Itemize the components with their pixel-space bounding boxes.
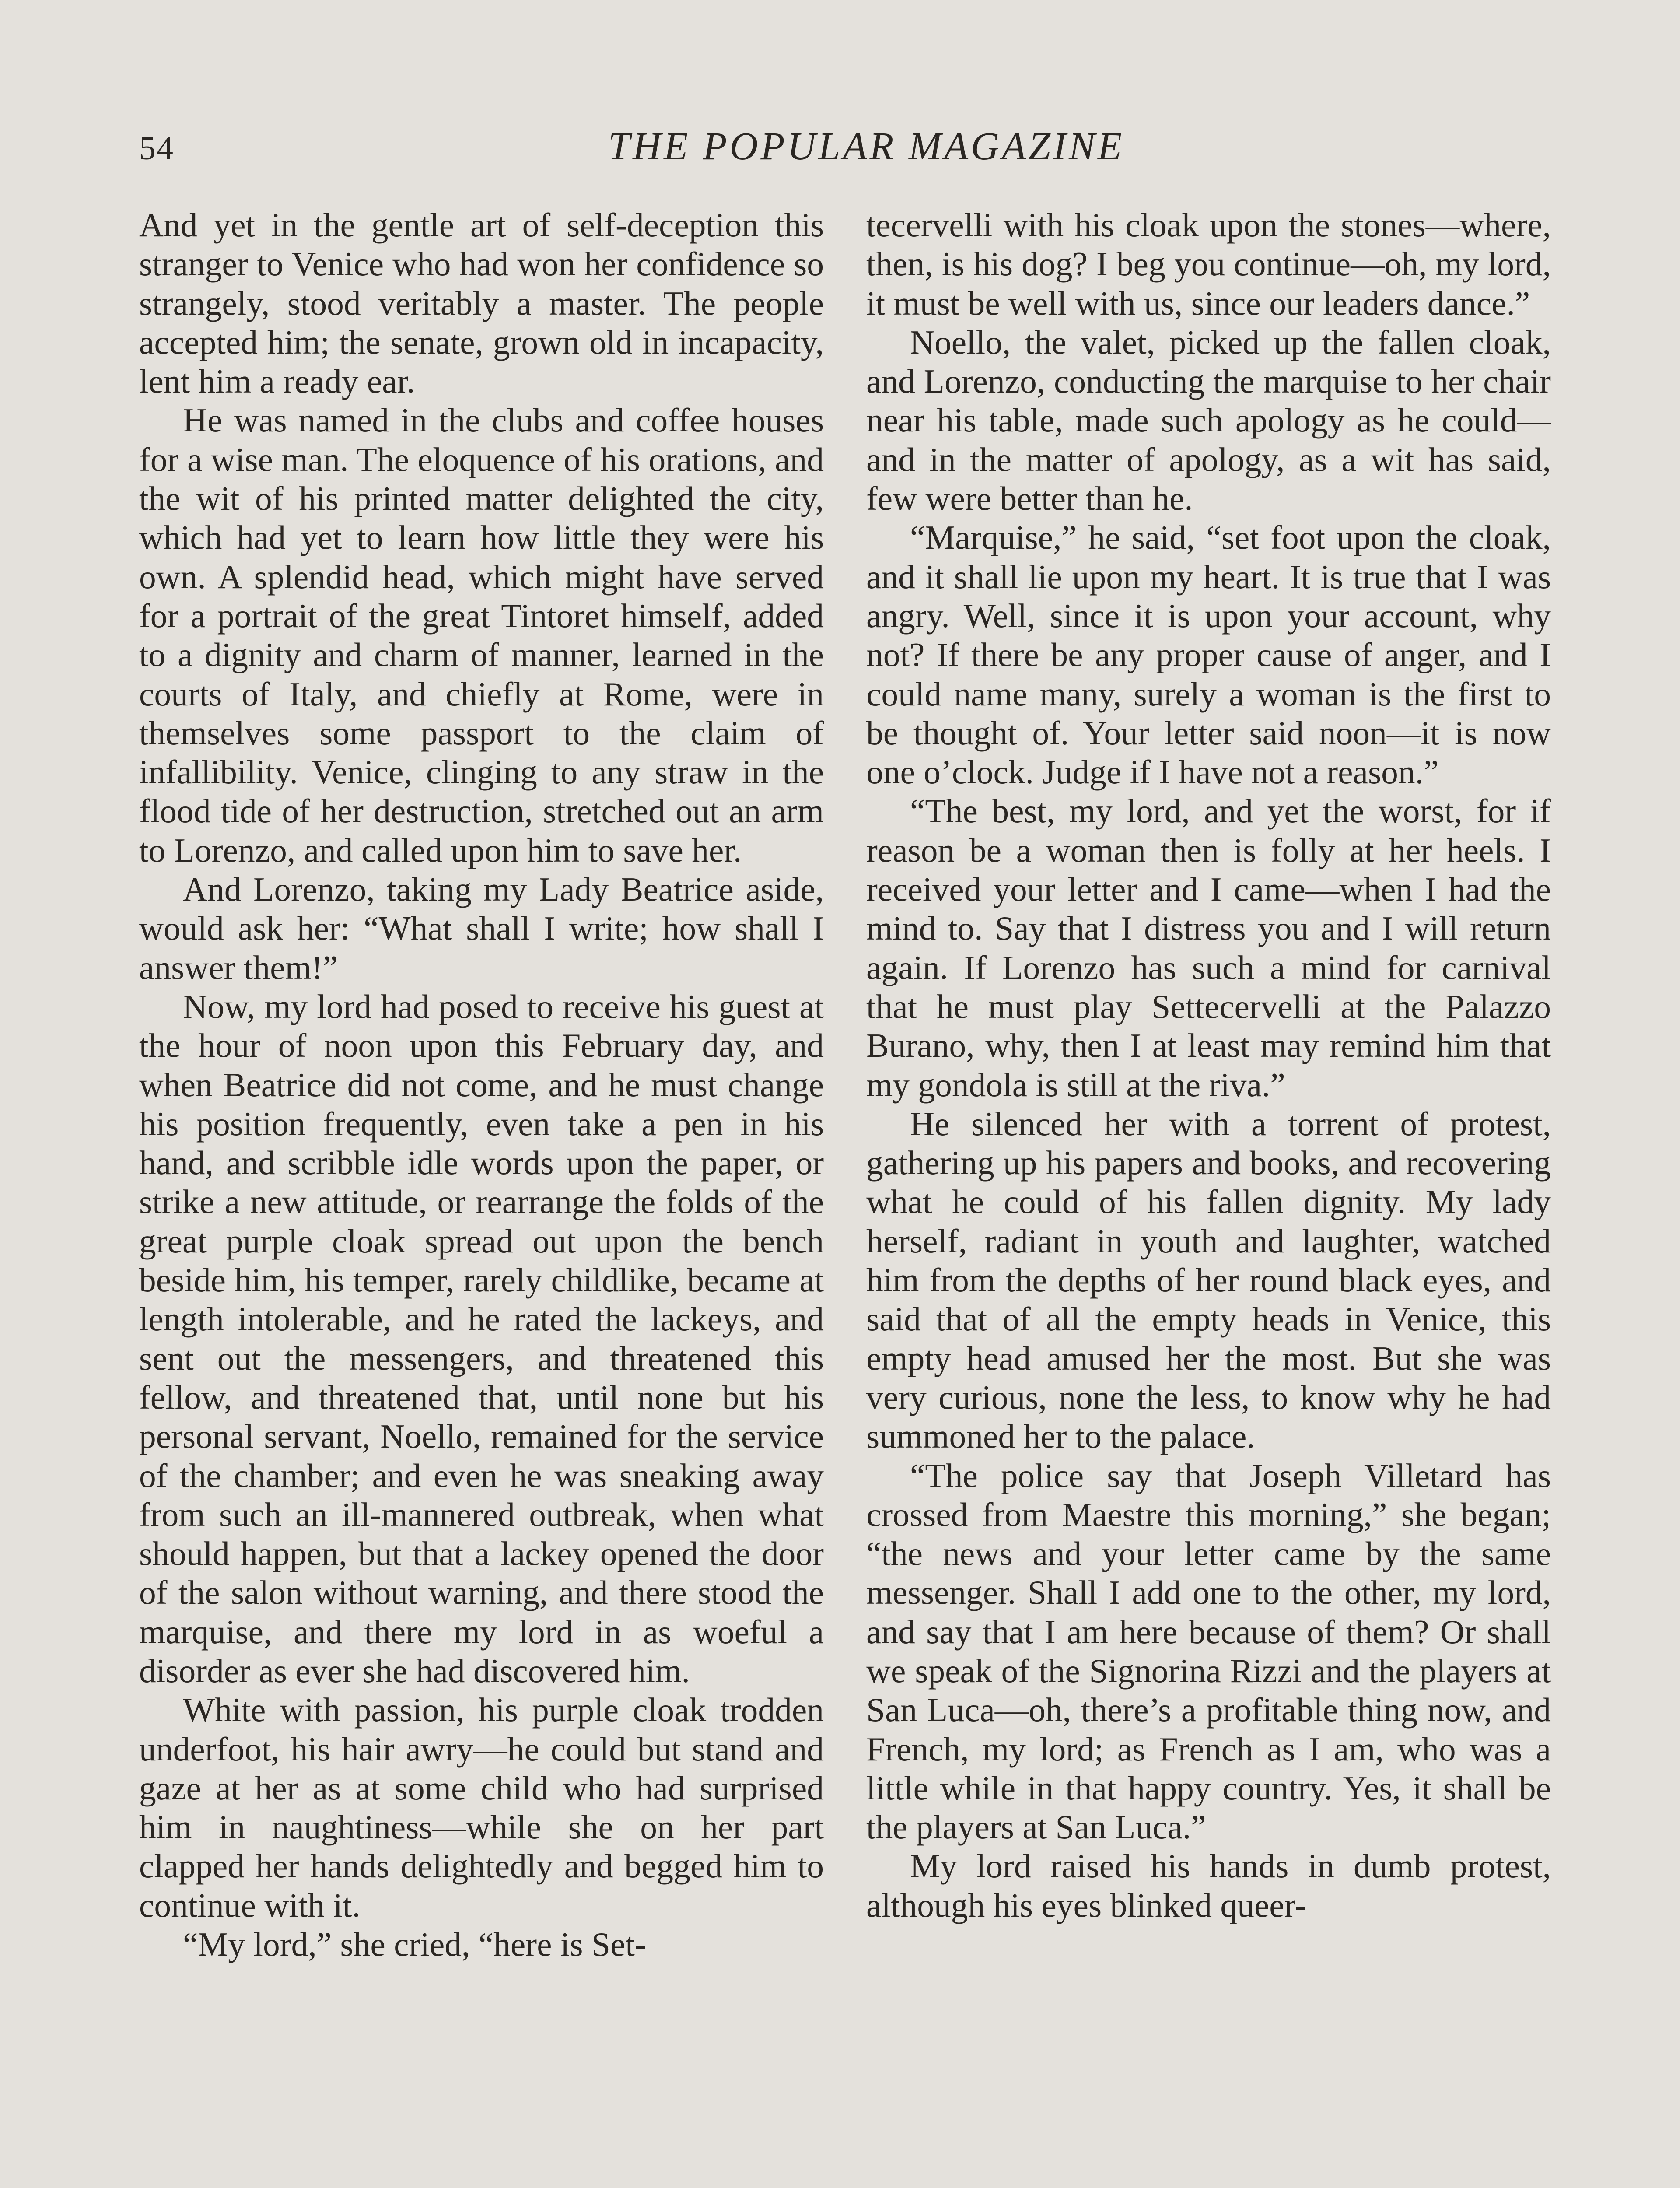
paragraph: “Marquise,” he said, “set foot upon the cloak, and it shall lie upon my heart. It is true that I was angry. Well, since it is upon your account, why not? If there be any proper cause of anger, and I could name many, surely a woman is the first to be thought of. Your letter said noon—it is now one o’clock. Judge if I have not a reason.” xyxy=(866,519,1551,791)
paragraph: He was named in the clubs and coffee houses for a wise man. The eloquence of his orations, and the wit of his printed matter delighted the city, which had yet to learn how little they were his own. A splendid head, which might have served for a portrait of the great Tintoret himself, added to a dignity and charm of manner, learned in the courts of Italy, and chiefly at Rome, were in themselves some passport to the claim of infallibility. Venice, clinging to any straw in the flood tide of her destruction, stretched out an arm to Lorenzo, and called upon him to save her. xyxy=(139,401,824,869)
paragraph: And Lorenzo, taking my Lady Beatrice aside, would ask her: “What shall I write; how shall I answer them!” xyxy=(139,870,824,986)
running-head-title: THE POPULAR MAGAZINE xyxy=(608,125,1124,168)
paragraph: He silenced her with a torrent of protest, gathering up his papers and books, and recovering what he could of his fallen dignity. My lady herself, radiant in youth and laughter, watched him from the depths of her round black eyes, and said that of all the empty heads in Venice, this empty head amused her the most. But she was very curious, none the less, to know why he had summoned her to the palace. xyxy=(866,1105,1551,1455)
paragraph: White with passion, his purple cloak trodden underfoot, his hair awry—he could but stand and gaze at her as at some child who had surprised him in naughtiness—while she on her part clapped her hands delightedly and begged him to continue with it. xyxy=(139,1691,824,1924)
paragraph: “My lord,” she cried, “here is Set- xyxy=(183,1925,646,1964)
paragraph: Now, my lord had posed to receive his guest at the hour of noon upon this February day, and when Beatrice did not come, and he must change his position frequently, even take a pen in his hand, and scribble idle words upon the paper, or strike a new attitude, or rearrange the folds of the great purple cloak spread out upon the bench beside him, his temper, rarely childlike, became at length intolerable, and he rated the lackeys, and sent out the messengers, and threatened this fellow, and threatened that, until none but his personal servant, Noello, remained for the service of the chamber; and even he was sneaking away from such an ill-mannered outbreak, when what should happen, but that a lackey opened the door of the salon without warning, and there stood the marquise, and there my lord in as woeful a disorder as ever she had discovered him. xyxy=(139,987,824,1690)
left-text-column xyxy=(139,206,824,1964)
paragraph: My lord raised his hands in dumb protest, although his eyes blinked queer- xyxy=(866,1847,1551,1924)
paragraph: “The best, my lord, and yet the worst, for if reason be a woman then is folly at her heels. I received your letter and I came—when I had the mind to. Say that I distress you and I will return again. If Lorenzo has such a mind for carnival that he must play Settecervelli at the Palazzo Burano, why, then I at least may remind him that my gondola is still at the riva.” xyxy=(866,792,1551,1104)
right-text-column xyxy=(866,206,1551,1925)
paragraph: tecervelli with his cloak upon the stones—where, then, is his dog? I beg you continue—oh, my lord, it must be well with us, since our leaders dance.” xyxy=(866,206,1551,322)
page-number: 54 xyxy=(139,130,174,167)
paragraph: “The police say that Joseph Villetard has crossed from Maestre this morning,” she began; “the news and your letter came by the same messenger. Shall I add one to the other, my lord, and say that I am here because of them? Or shall we speak of the Signorina Rizzi and the players at San Luca—oh, there’s a profitable thing now, and French, my lord; as French as I am, who was a little while in that happy country. Yes, it shall be the players at San Luca.” xyxy=(866,1456,1551,1846)
paragraph: And yet in the gentle art of self-deception this stranger to Venice who had won her confidence so strangely, stood veritably a master. The people accepted him; the senate, grown old in incapacity, lent him a ready ear. xyxy=(139,206,824,400)
paragraph: Noello, the valet, picked up the fallen cloak, and Lorenzo, conducting the marquise to her chair near his table, made such apology as he could—and in the matter of apology, as a wit has said, few were better than he. xyxy=(866,323,1551,518)
